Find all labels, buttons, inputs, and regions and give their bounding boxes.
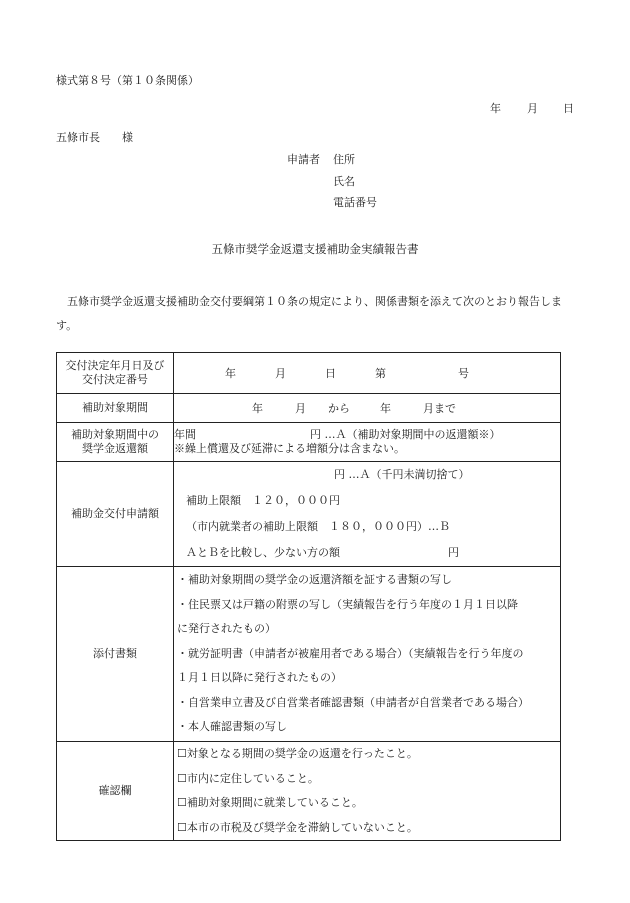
applicant-name-label: 氏名 (333, 175, 355, 188)
body-text: 五條市奨学金返還支援補助金交付要綱第１０条の規定により、関係書類を添えて次のとおり報告します。 (56, 295, 562, 332)
period-from: から (328, 401, 350, 415)
applicant-phone-label: 電話番号 (333, 196, 377, 209)
applicant-label: 申請者 (287, 153, 320, 166)
confirmation-label: 確認欄 (57, 742, 174, 841)
decision-year: 年 (225, 366, 236, 380)
application-city-limit: （市内就業者の補助上限額 １８０，０００円）…Ｂ (186, 520, 450, 533)
application-compare: ＡとＢを比較し、少ない方の額 (186, 546, 340, 559)
confirmation-checkbox-item[interactable]: ☐補助対象期間に就業していること。 (177, 796, 363, 809)
application-label: 補助金交付申請額 (57, 462, 174, 567)
repayment-value[interactable] (174, 423, 561, 462)
row-decision (57, 353, 561, 394)
decision-month: 月 (275, 366, 286, 380)
period-label: 補助対象期間 (57, 394, 174, 423)
applicant-address-label: 住所 (333, 153, 355, 166)
repayment-note: ※繰上償還及び延滞による増額分は含まない。 (174, 442, 405, 455)
application-yen: 円 (448, 546, 459, 559)
row-confirmation (57, 742, 561, 841)
attachments-value (174, 567, 561, 742)
attachment-item: ・本人確認書類の写し (177, 720, 287, 734)
decision-label-line1: 交付決定年月日及び (65, 359, 165, 372)
row-repayment (57, 423, 561, 462)
attachment-item: ・就労証明書（申請者が被雇用者である場合）（実績報告を行う年度の (177, 646, 524, 660)
repayment-label (57, 423, 174, 462)
date-month: 月 (527, 102, 538, 115)
document-title: 五條市奨学金返還支援補助金実績報告書 (211, 242, 419, 256)
report-table (56, 352, 561, 841)
form-number: 様式第８号（第１０条関係） (56, 74, 199, 87)
attachment-item: ・自営業申立書及び自営業者確認書類（申請者が自営業者である場合） (177, 695, 529, 709)
confirmation-checkbox-item[interactable]: ☐市内に定住していること。 (177, 771, 319, 785)
decision-dai: 第 (375, 366, 386, 380)
decision-value[interactable] (174, 353, 561, 394)
attachment-item: ・補助対象期間の奨学金の返還済額を証する書類の写し (177, 573, 452, 587)
repayment-year-word: 年間 (174, 428, 196, 441)
confirmation-value (174, 742, 561, 841)
decision-go: 号 (458, 366, 469, 380)
repayment-label-line1: 補助対象期間中の (71, 428, 159, 441)
addressee: 五條市長 様 (56, 131, 133, 144)
application-limit: 補助上限額 １２０，０００円 (186, 494, 340, 507)
period-month1: 月 (295, 401, 306, 415)
date-year: 年 (490, 102, 501, 115)
confirmation-checkbox-item[interactable]: ☐対象となる期間の奨学金の返還を行ったこと。 (177, 747, 418, 760)
confirmation-checkbox-item[interactable]: ☐本市の市税及び奨学金を滞納していないこと。 (177, 820, 418, 834)
attachment-item: に発行されたもの） (177, 622, 276, 636)
attachment-item: １月１日以降に発行されたもの） (177, 671, 342, 685)
repayment-yen-a: 円 …Ａ（補助対象期間中の返還額※） (310, 428, 501, 441)
attachments-label: 添付書類 (57, 567, 174, 742)
repayment-label-line2: 奨学金返還額 (82, 442, 148, 455)
decision-label (57, 353, 174, 394)
row-attachments (57, 567, 561, 742)
period-year2: 年 (380, 401, 391, 415)
row-application (57, 462, 561, 567)
decision-label-line2: 交付決定番号 (82, 373, 148, 386)
period-month2: 月まで (423, 401, 456, 415)
application-value[interactable] (174, 462, 561, 567)
period-value[interactable] (174, 394, 561, 423)
period-year1: 年 (252, 401, 263, 415)
row-period (57, 394, 561, 423)
date-day: 日 (563, 102, 574, 115)
application-yen-a: 円 …Ａ（千円未満切捨て） (334, 468, 470, 481)
date-line (490, 103, 574, 114)
decision-day: 日 (325, 366, 336, 380)
attachment-item: ・住民票又は戸籍の附票の写し（実績報告を行う年度の１月１日以降 (177, 597, 518, 611)
